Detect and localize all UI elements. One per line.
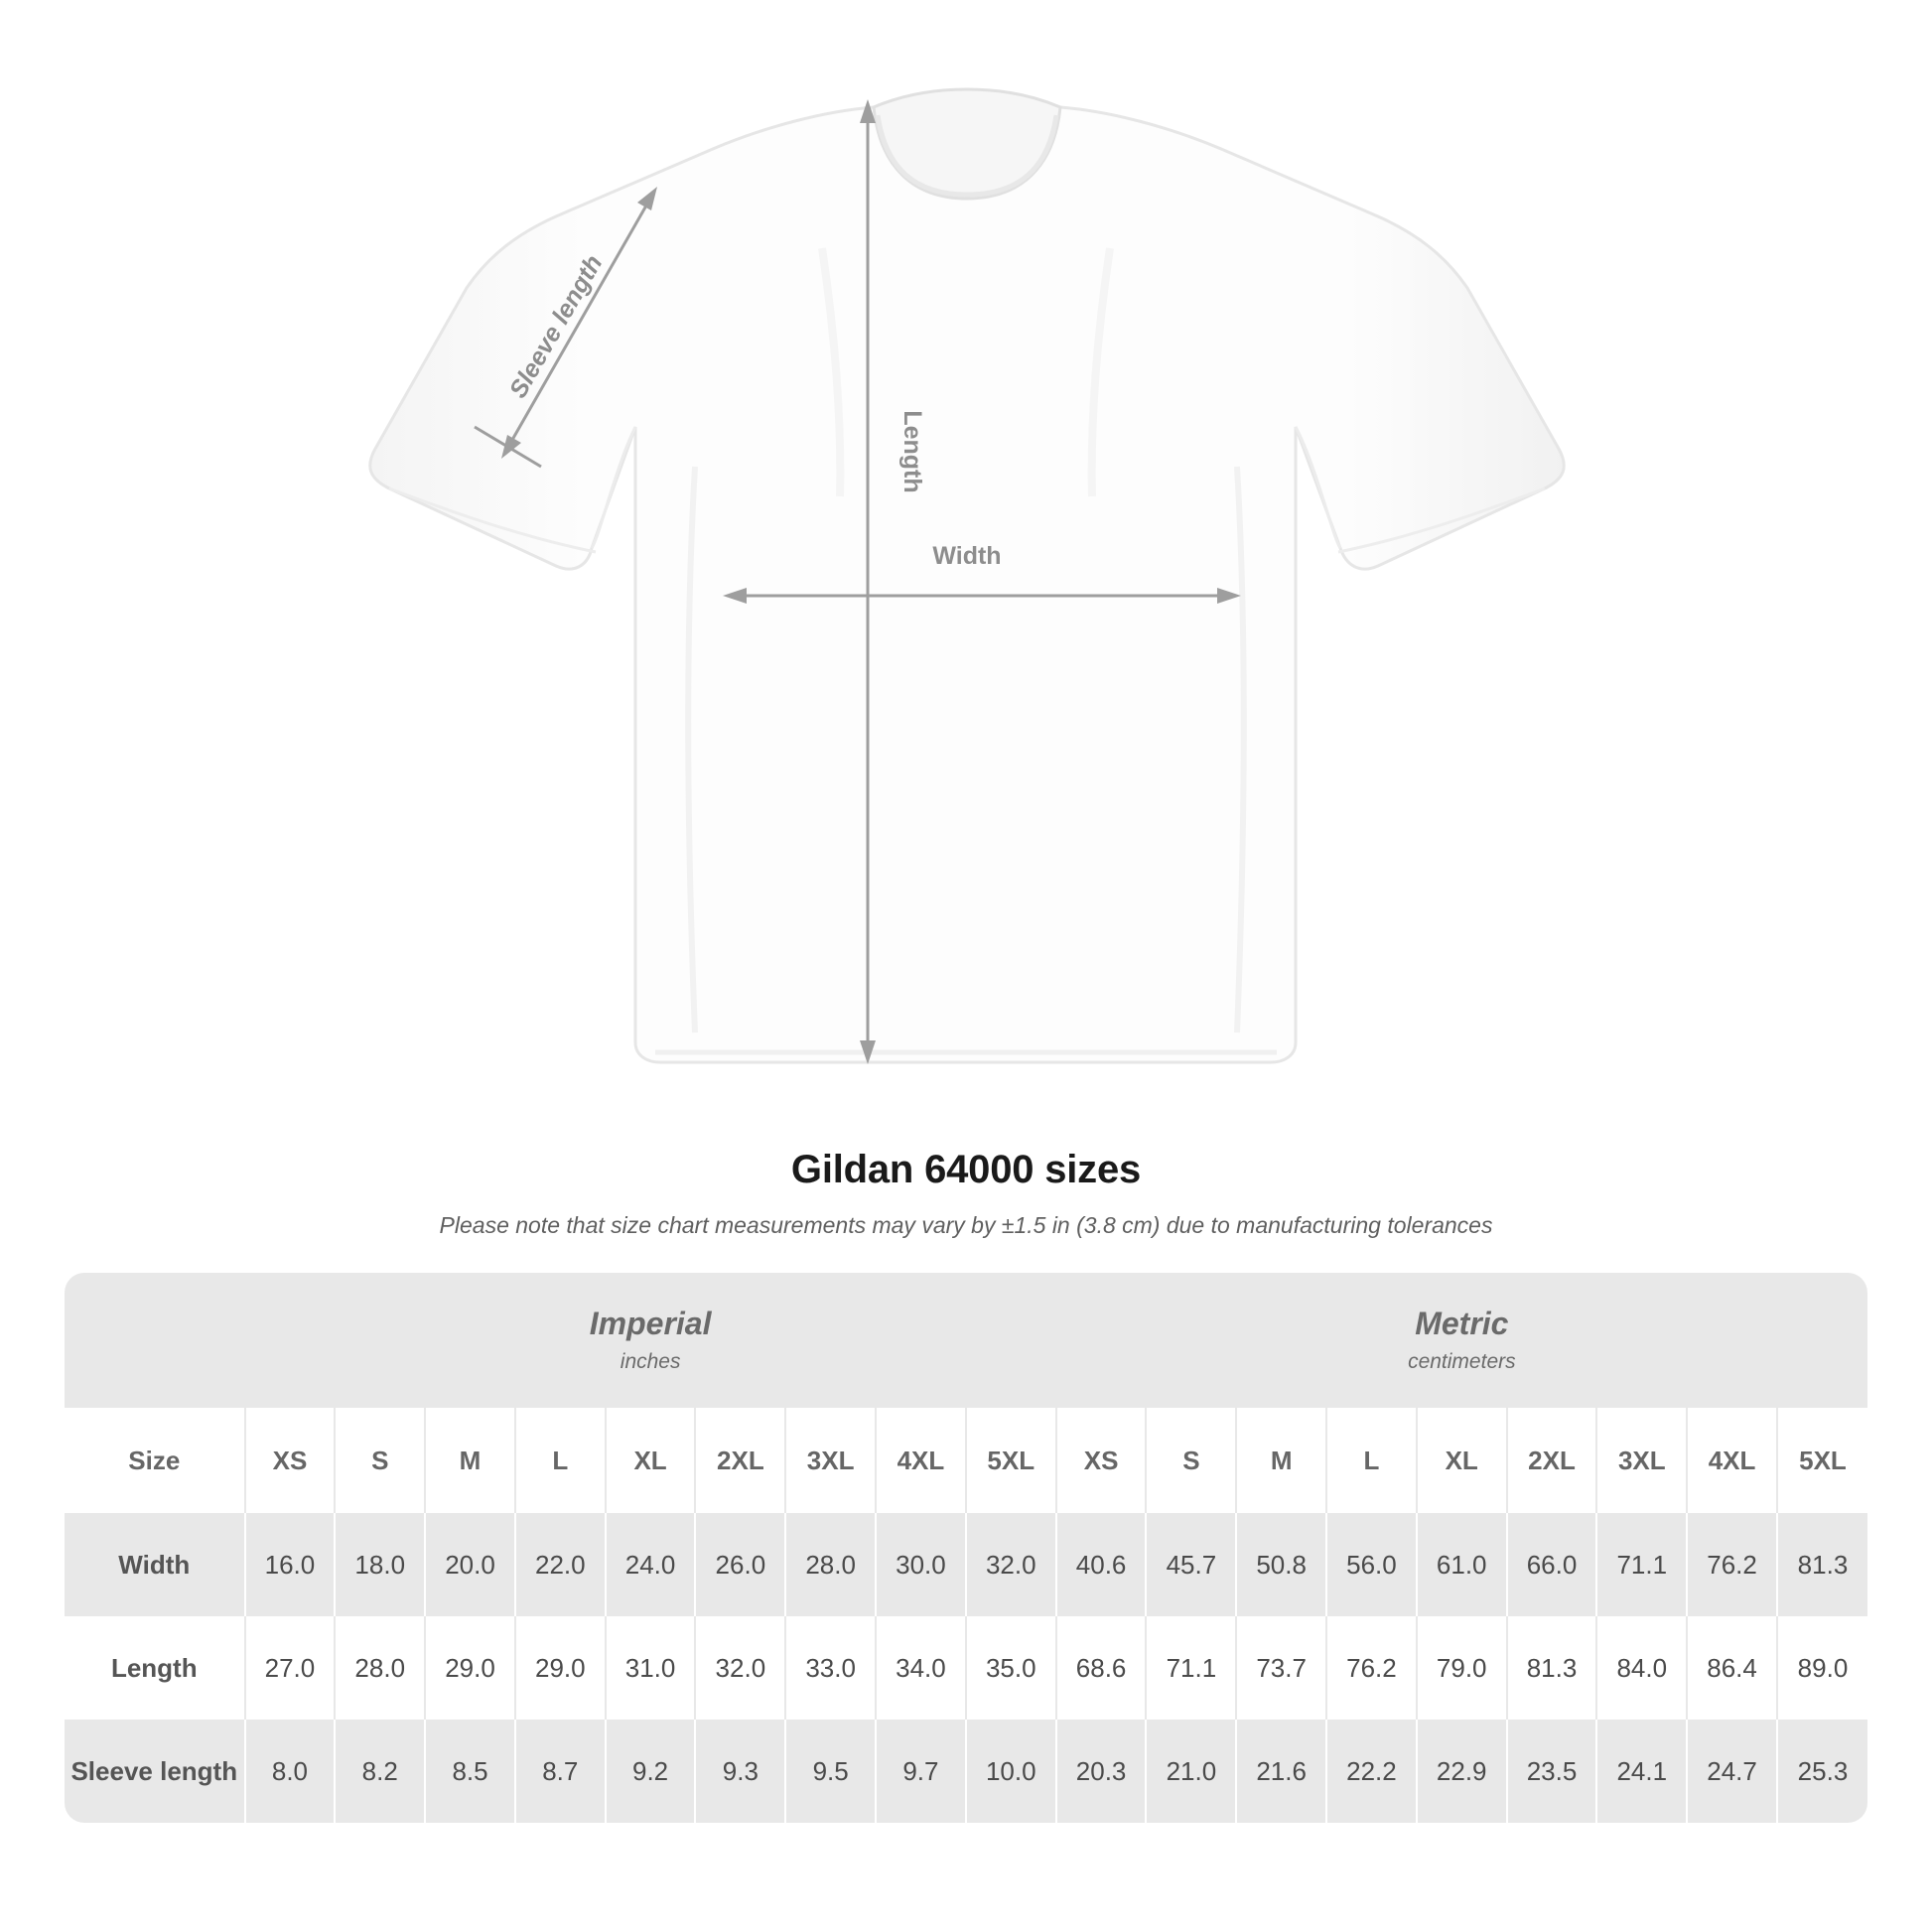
length-imperial-s: 28.0	[335, 1616, 425, 1720]
width-metric-2xl: 66.0	[1507, 1513, 1597, 1616]
imperial-system-label: Imperial	[589, 1306, 712, 1342]
length-imperial-xl: 31.0	[606, 1616, 696, 1720]
unit-header-metric	[1056, 1273, 1867, 1408]
metric-unit-label: centimeters	[1408, 1349, 1516, 1373]
length-metric-xs: 68.6	[1056, 1616, 1147, 1720]
unit-header-row	[65, 1273, 1867, 1408]
width-imperial-s: 18.0	[335, 1513, 425, 1616]
size-header-imperial-m: M	[425, 1408, 515, 1513]
sleeve-imperial-xs: 8.0	[245, 1720, 336, 1823]
sleeve-metric-4xl: 24.7	[1687, 1720, 1777, 1823]
sleeve-imperial-m: 8.5	[425, 1720, 515, 1823]
chart-title: Gildan 64000 sizes	[790, 1148, 1142, 1191]
size-header-metric-5xl: 5XL	[1777, 1408, 1867, 1513]
sleeve-metric-m: 21.6	[1236, 1720, 1326, 1823]
width-imperial-5xl: 32.0	[966, 1513, 1056, 1616]
sleeve-imperial-5xl: 10.0	[966, 1720, 1056, 1823]
size-header-imperial-xl: XL	[606, 1408, 696, 1513]
size-header-imperial-2xl: 2XL	[695, 1408, 785, 1513]
unit-header-spacer	[65, 1273, 245, 1408]
size-header-imperial-5xl: 5XL	[966, 1408, 1056, 1513]
width-imperial-2xl: 26.0	[695, 1513, 785, 1616]
width-metric-l: 56.0	[1326, 1513, 1417, 1616]
sleeve-metric-2xl: 23.5	[1507, 1720, 1597, 1823]
sleeve-metric-5xl: 25.3	[1777, 1720, 1867, 1823]
length-imperial-l: 29.0	[515, 1616, 606, 1720]
length-metric-2xl: 81.3	[1507, 1616, 1597, 1720]
size-header-metric-xs: XS	[1056, 1408, 1147, 1513]
sleeve-imperial-4xl: 9.7	[876, 1720, 966, 1823]
width-imperial-4xl: 30.0	[876, 1513, 966, 1616]
row-label-length: Length	[65, 1616, 245, 1720]
sleeve-metric-xl: 22.9	[1417, 1720, 1507, 1823]
table-row	[65, 1513, 1867, 1616]
length-metric-s: 71.1	[1146, 1616, 1236, 1720]
length-metric-l: 76.2	[1326, 1616, 1417, 1720]
sleeve-imperial-xl: 9.2	[606, 1720, 696, 1823]
size-header-imperial-4xl: 4XL	[876, 1408, 966, 1513]
size-header-imperial-l: L	[515, 1408, 606, 1513]
width-metric-xs: 40.6	[1056, 1513, 1147, 1616]
metric-system-label: Metric	[1415, 1306, 1509, 1342]
shirt-shape	[370, 89, 1565, 1062]
length-metric-4xl: 86.4	[1687, 1616, 1777, 1720]
width-metric-xl: 61.0	[1417, 1513, 1507, 1616]
sleeve-imperial-l: 8.7	[515, 1720, 606, 1823]
length-imperial-m: 29.0	[425, 1616, 515, 1720]
width-metric-m: 50.8	[1236, 1513, 1326, 1616]
length-imperial-xs: 27.0	[245, 1616, 336, 1720]
label-sleeve-length: Sleeve length	[503, 250, 609, 403]
size-row-label: Size	[65, 1408, 245, 1513]
size-header-imperial-xs: XS	[245, 1408, 336, 1513]
length-imperial-2xl: 32.0	[695, 1616, 785, 1720]
size-header-metric-2xl: 2XL	[1507, 1408, 1597, 1513]
row-label-width: Width	[65, 1513, 245, 1616]
length-metric-3xl: 84.0	[1596, 1616, 1687, 1720]
sleeve-metric-s: 21.0	[1146, 1720, 1236, 1823]
size-header-imperial-3xl: 3XL	[785, 1408, 876, 1513]
length-imperial-3xl: 33.0	[785, 1616, 876, 1720]
sleeve-metric-l: 22.2	[1326, 1720, 1417, 1823]
unit-header-imperial	[245, 1273, 1056, 1408]
sleeve-imperial-2xl: 9.3	[695, 1720, 785, 1823]
row-label-sleeve-length: Sleeve length	[65, 1720, 245, 1823]
imperial-unit-label: inches	[620, 1349, 681, 1373]
length-imperial-4xl: 34.0	[876, 1616, 966, 1720]
size-table	[65, 1273, 1867, 1823]
size-header-metric-l: L	[1326, 1408, 1417, 1513]
size-header-metric-3xl: 3XL	[1596, 1408, 1687, 1513]
width-imperial-m: 20.0	[425, 1513, 515, 1616]
length-metric-m: 73.7	[1236, 1616, 1326, 1720]
width-metric-5xl: 81.3	[1777, 1513, 1867, 1616]
table-row	[65, 1616, 1867, 1720]
table-row	[65, 1720, 1867, 1823]
sleeve-metric-xs: 20.3	[1056, 1720, 1147, 1823]
width-imperial-xs: 16.0	[245, 1513, 336, 1616]
width-imperial-xl: 24.0	[606, 1513, 696, 1616]
size-header-row	[65, 1408, 1867, 1513]
width-metric-4xl: 76.2	[1687, 1513, 1777, 1616]
size-header-metric-m: M	[1236, 1408, 1326, 1513]
size-header-metric-4xl: 4XL	[1687, 1408, 1777, 1513]
size-table-wrapper	[65, 1273, 1867, 1823]
size-header-metric-s: S	[1146, 1408, 1236, 1513]
sleeve-imperial-s: 8.2	[335, 1720, 425, 1823]
length-metric-xl: 79.0	[1417, 1616, 1507, 1720]
size-header-imperial-s: S	[335, 1408, 425, 1513]
width-imperial-l: 22.0	[515, 1513, 606, 1616]
chart-tolerance-note: Please note that size chart measurements may vary by ±1.5 in (3.8 cm) due to manufacturing tolerances	[439, 1212, 1493, 1238]
width-metric-3xl: 71.1	[1596, 1513, 1687, 1616]
sleeve-imperial-3xl: 9.5	[785, 1720, 876, 1823]
size-header-metric-xl: XL	[1417, 1408, 1507, 1513]
sleeve-metric-3xl: 24.1	[1596, 1720, 1687, 1823]
width-imperial-3xl: 28.0	[785, 1513, 876, 1616]
length-imperial-5xl: 35.0	[966, 1616, 1056, 1720]
length-metric-5xl: 89.0	[1777, 1616, 1867, 1720]
width-metric-s: 45.7	[1146, 1513, 1236, 1616]
label-width: Width	[932, 542, 1002, 570]
label-length: Length	[898, 410, 926, 493]
